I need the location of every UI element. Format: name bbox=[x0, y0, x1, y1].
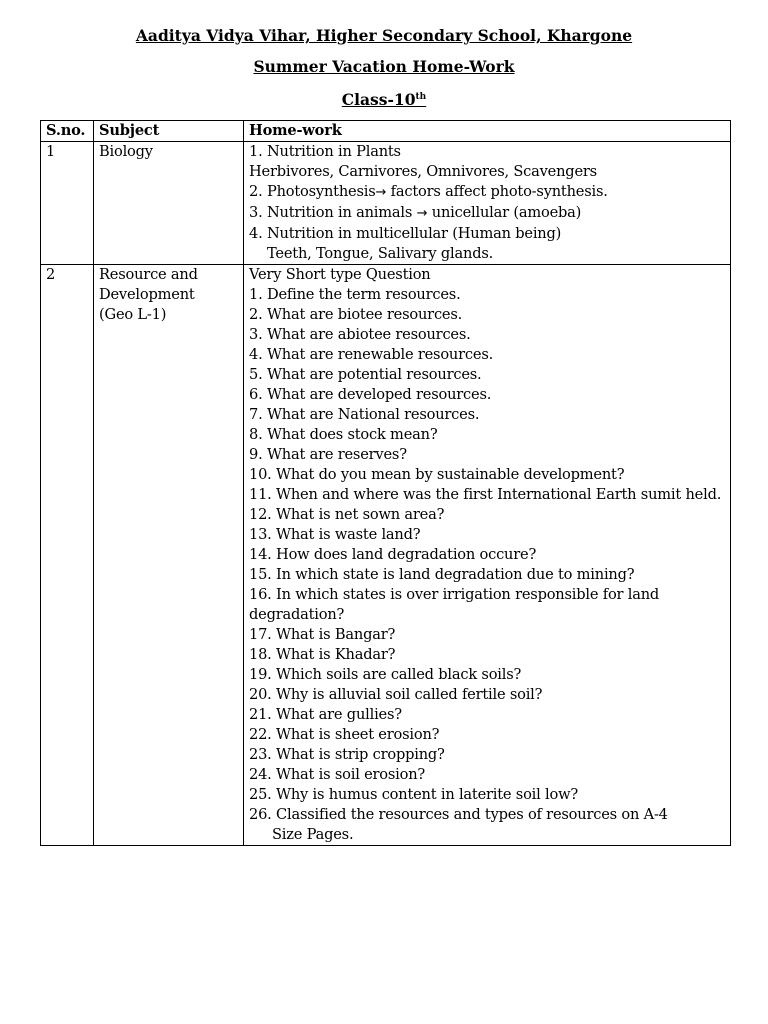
homework-item: 8. What does stock mean? bbox=[249, 426, 438, 443]
class-suffix: th bbox=[415, 92, 427, 102]
homework-item: 26. Classified the resources and types of resources on A-4 bbox=[249, 806, 668, 823]
homework-cell bbox=[244, 142, 731, 265]
homework-item: 15. In which state is land degradation due to mining? bbox=[249, 566, 635, 583]
homework-item: Very Short type Question bbox=[249, 266, 431, 283]
column-header-homework: Home-work bbox=[244, 121, 731, 142]
homework-item: 4. Nutrition in multicellular (Human being) bbox=[249, 225, 562, 242]
homework-item: 17. What is Bangar? bbox=[249, 626, 396, 643]
homework-item-text: 3. Nutrition in animals bbox=[249, 204, 417, 221]
homework-item: 1. Define the term resources. bbox=[249, 286, 461, 303]
homework-item: 18. What is Khadar? bbox=[249, 646, 396, 663]
homework-item-text: 2. Photosynthesis bbox=[249, 183, 376, 200]
homework-item: 6. What are developed resources. bbox=[249, 386, 492, 403]
subject-cell bbox=[94, 265, 244, 846]
homework-item: 16. In which states is over irrigation responsible for land degradation? bbox=[249, 586, 660, 623]
homework-item-text: unicellular (amoeba) bbox=[427, 204, 582, 221]
sno-cell: 1 bbox=[41, 142, 94, 265]
homework-item: 20. Why is alluvial soil called fertile soil? bbox=[249, 686, 543, 703]
homework-item-text: factors affect photo-synthesis. bbox=[386, 183, 608, 200]
column-header-sno: S.no. bbox=[41, 121, 94, 142]
homework-table bbox=[40, 120, 731, 846]
homework-item: 12. What is net sown area? bbox=[249, 506, 445, 523]
homework-item: 1. Nutrition in Plants bbox=[249, 143, 401, 160]
sno-cell: 2 bbox=[41, 265, 94, 846]
homework-item bbox=[249, 203, 728, 224]
homework-item: 21. What are gullies? bbox=[249, 706, 402, 723]
table-body bbox=[41, 142, 731, 846]
right-arrow-icon: → bbox=[416, 206, 428, 221]
homework-item: Herbivores, Carnivores, Omnivores, Scavengers bbox=[249, 163, 597, 180]
homework-item: 5. What are potential resources. bbox=[249, 366, 482, 383]
homework-item: 13. What is waste land? bbox=[249, 526, 421, 543]
homework-item: 9. What are reserves? bbox=[249, 446, 407, 463]
homework-cell bbox=[244, 265, 731, 846]
table-row bbox=[41, 265, 731, 846]
homework-item: Teeth, Tongue, Salivary glands. bbox=[267, 245, 494, 262]
homework-item: 14. How does land degradation occure? bbox=[249, 546, 537, 563]
homework-item: 3. What are abiotee resources. bbox=[249, 326, 471, 343]
homework-item: 23. What is strip cropping? bbox=[249, 746, 445, 763]
subject-line: Development bbox=[99, 286, 195, 303]
homework-item: 7. What are National resources. bbox=[249, 406, 480, 423]
school-name: Aaditya Vidya Vihar, Higher Secondary School, Khargone bbox=[135, 26, 633, 45]
subject-line: Resource and bbox=[99, 266, 198, 283]
homework-item: 22. What is sheet erosion? bbox=[249, 726, 440, 743]
homework-item: Size Pages. bbox=[272, 826, 354, 843]
subject-line: (Geo L-1) bbox=[99, 306, 167, 323]
homework-item bbox=[249, 182, 728, 203]
table-row bbox=[41, 142, 731, 265]
class-label: Class-10 bbox=[341, 90, 416, 109]
homework-item: 4. What are renewable resources. bbox=[249, 346, 494, 363]
right-arrow-icon: → bbox=[375, 185, 387, 200]
homework-item: 2. What are biotee resources. bbox=[249, 306, 463, 323]
homework-item: 24. What is soil erosion? bbox=[249, 766, 426, 783]
document-title: Summer Vacation Home-Work bbox=[253, 57, 515, 76]
homework-item: 11. When and where was the first International Earth sumit held. bbox=[249, 486, 722, 503]
table-header-row bbox=[41, 121, 731, 142]
homework-item: 10. What do you mean by sustainable development? bbox=[249, 466, 625, 483]
subject-line: Biology bbox=[99, 143, 153, 160]
column-header-subject: Subject bbox=[94, 121, 244, 142]
homework-item: 19. Which soils are called black soils? bbox=[249, 666, 522, 683]
homework-item: 25. Why is humus content in laterite soil low? bbox=[249, 786, 579, 803]
class-heading bbox=[0, 90, 768, 110]
subject-cell bbox=[94, 142, 244, 265]
